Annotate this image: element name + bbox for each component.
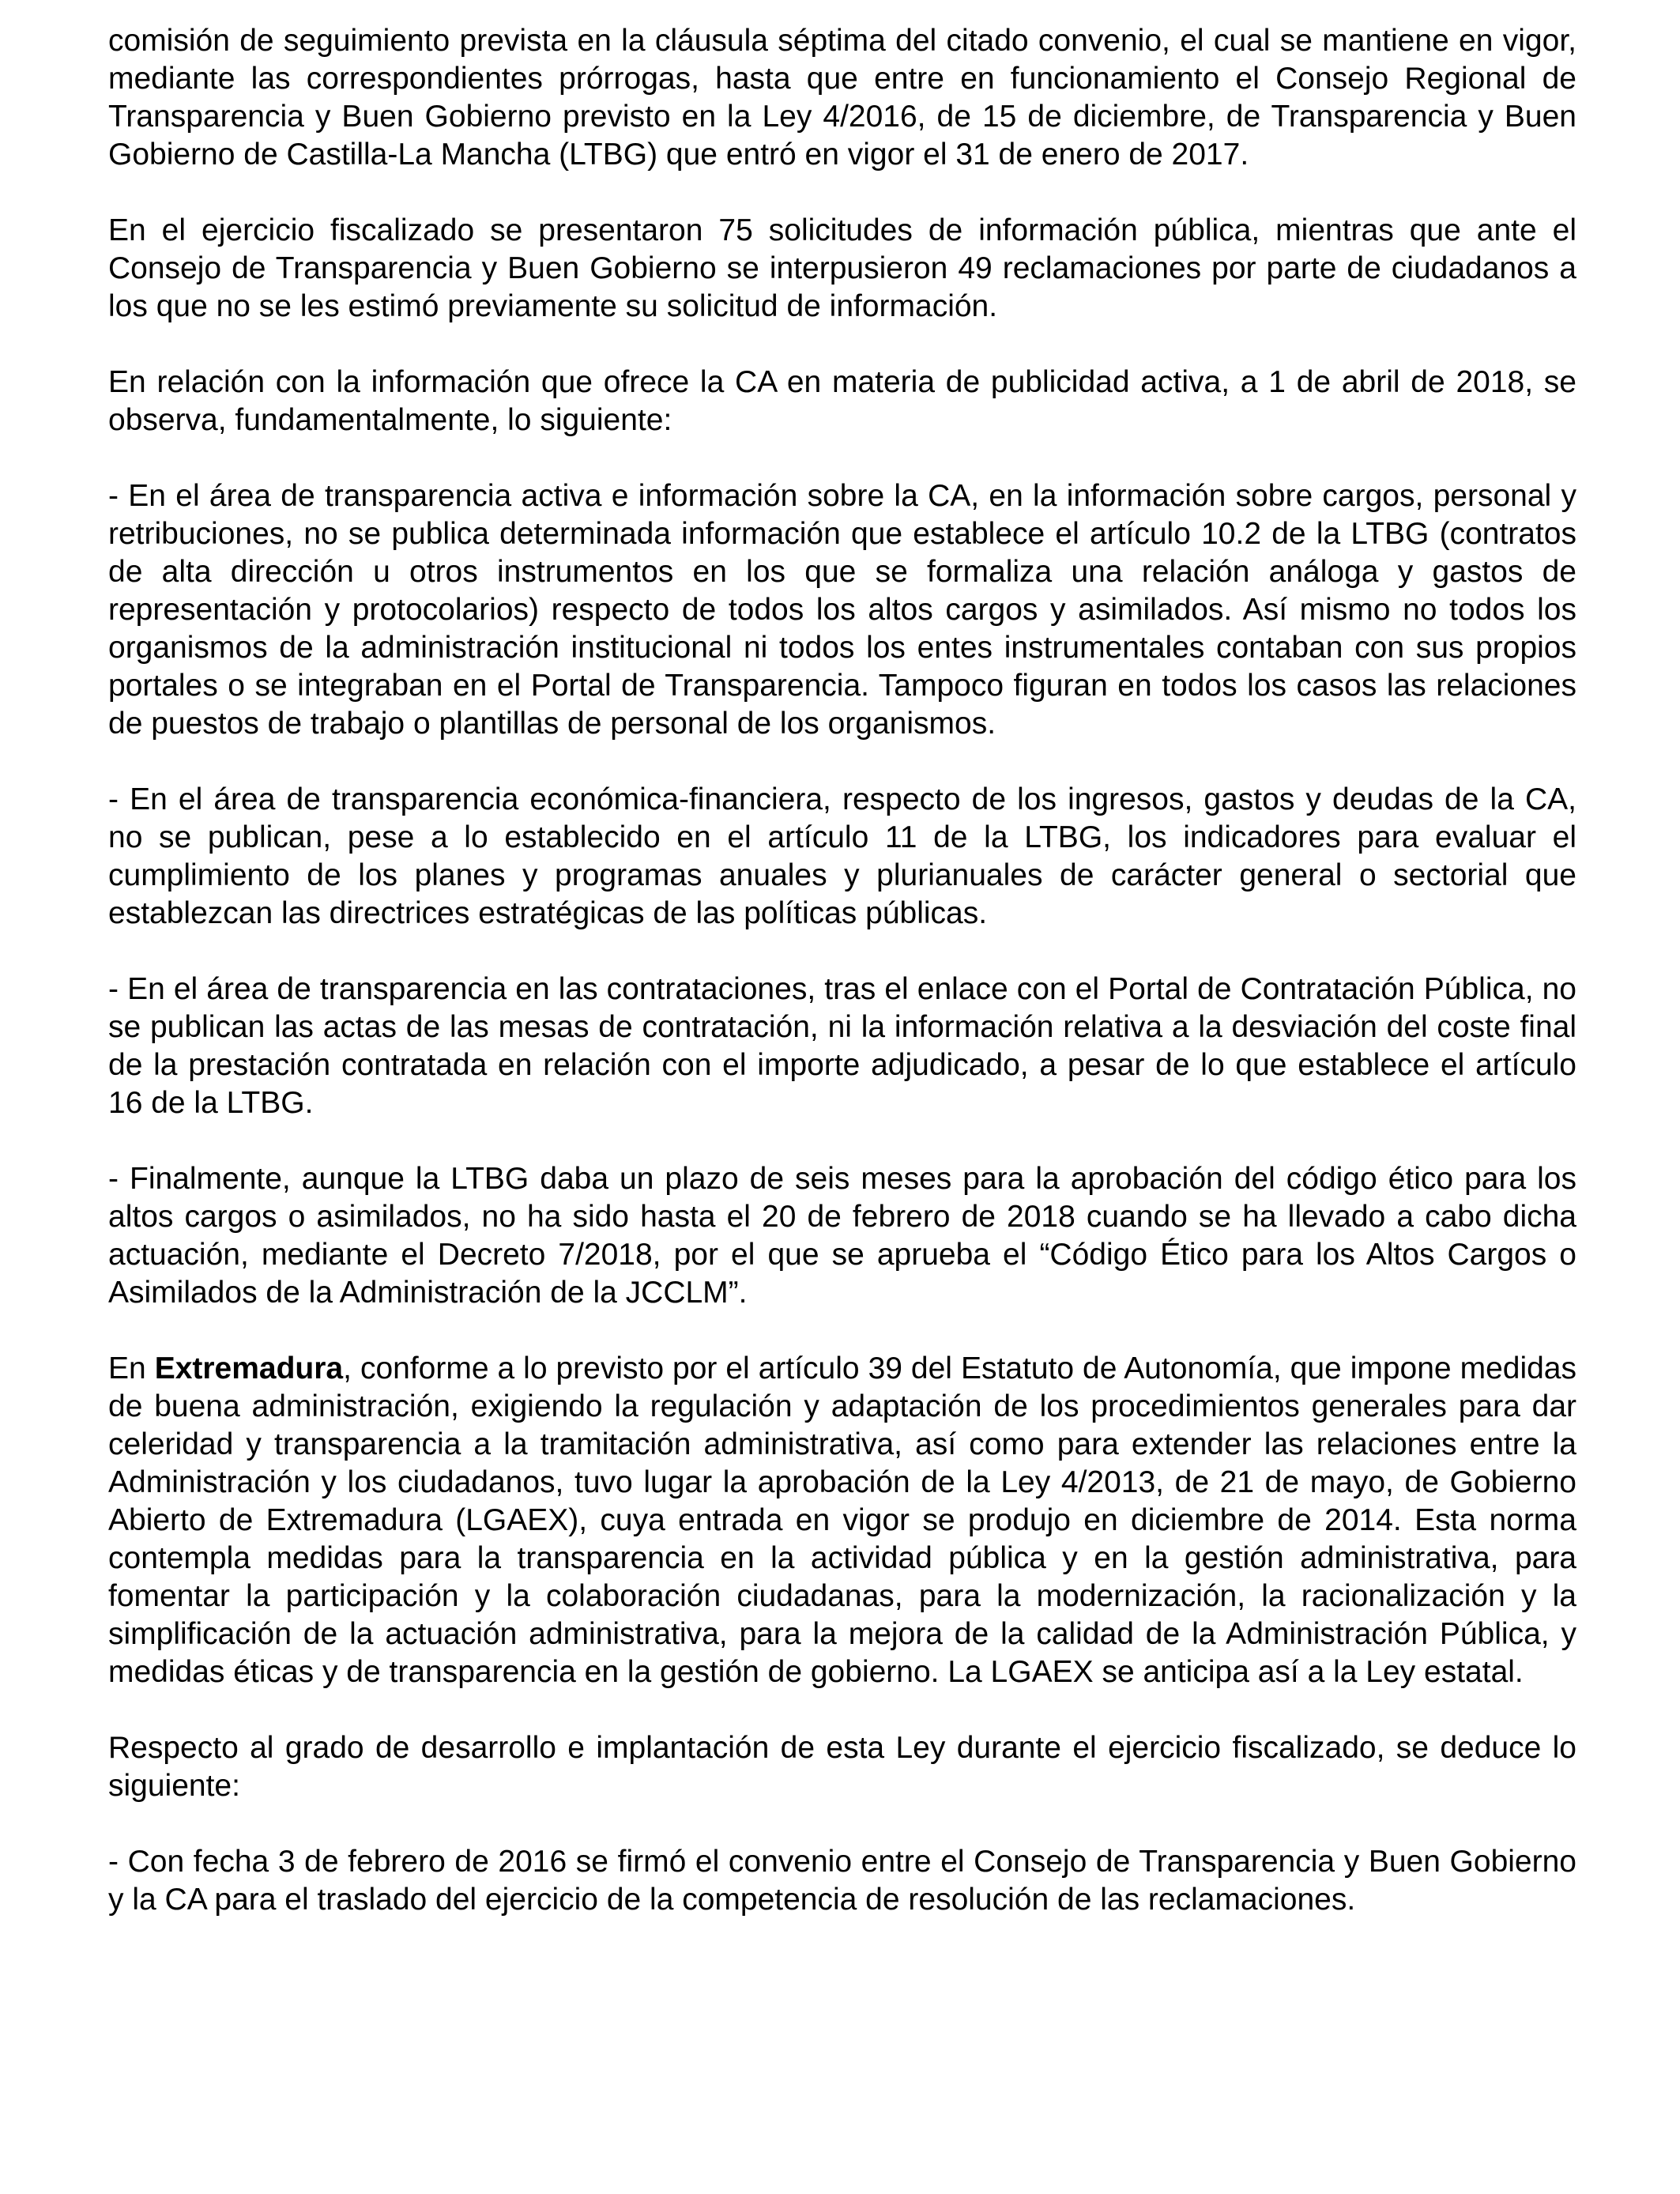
paragraph-publicidad-activa: En relación con la información que ofrece la CA en materia de publicidad activa, a 1 de abril de 2018, se observa, fundamentalmente, lo siguiente: [108,365,1576,437]
paragraph-extremadura-prefix: En [108,1351,155,1385]
paragraph-comision-seguimiento: comisión de seguimiento prevista en la cláusula séptima del citado convenio, el cual se mantiene en vigor, mediante las correspondientes prórrogas, hasta que entre en funcionamiento el Consejo Regional de Transparencia y Buen Gobierno previsto en la Ley 4/2016, de 15 de diciembre, de Transparencia y Buen Gobierno de Castilla-La Mancha (LTBG) que entró en vigor el 31 de enero de 2017. [108,24,1576,172]
paragraph-economica-financiera: - En el área de transparencia económica-financiera, respecto de los ingresos, gastos y deudas de la CA, no se publican, pese a lo establecido en el artículo 11 de la LTBG, los indicadores para evaluar el cumplimiento de los planes y programas anuales y plurianuales de carácter general o sectorial que establezcan las directrices estratégicas de las políticas públicas. [108,782,1576,930]
paragraph-extremadura [108,1350,1576,1691]
paragraph-transparencia-activa: - En el área de transparencia activa e información sobre la CA, en la información sobre cargos, personal y retribuciones, no se publica determinada información que establece el artículo 10.2 de la LTBG (contratos de alta dirección u otros instrumentos en los que se formaliza una relación análoga y gastos de representación y protocolarios) respecto de todos los altos cargos y asimilados. Así mismo no todos los organismos de la administración institucional ni todos los entes instrumentales contaban con sus propios portales o se integraban en el Portal de Transparencia. Tampoco figuran en todos los casos las relaciones de puestos de trabajo o plantillas de personal de los organismos. [108,479,1576,741]
paragraph-codigo-etico: - Finalmente, aunque la LTBG daba un plazo de seis meses para la aprobación del código ético para los altos cargos o asimilados, no ha sido hasta el 20 de febrero de 2018 cuando se ha llevado a cabo dicha actuación, mediante el Decreto 7/2018, por el que se aprueba el “Código Ético para los Altos Cargos o Asimilados de la Administración de la JCCLM”. [108,1162,1576,1310]
paragraph-convenio-2016: - Con fecha 3 de febrero de 2016 se firmó el convenio entre el Consejo de Transparencia y Buen Gobierno y la CA para el traslado del ejercicio de la competencia de resolución de las reclamaciones. [108,1845,1576,1917]
paragraph-contrataciones: - En el área de transparencia en las contrataciones, tras el enlace con el Portal de Contratación Pública, no se publican las actas de las mesas de contratación, ni la información relativa a la desviación del coste final de la prestación contratada en relación con el importe adjudicado, a pesar de lo que establece el artículo 16 de la LTBG. [108,972,1576,1120]
region-name-extremadura: Extremadura [154,1351,344,1385]
paragraph-solicitudes: En el ejercicio fiscalizado se presentaron 75 solicitudes de información pública, mientras que ante el Consejo de Transparencia y Buen Gobierno se interpusieron 49 reclamaciones por parte de ciudadanos a los que no se les estimó previamente su solicitud de información. [108,213,1576,323]
document-page [108,22,1576,1919]
paragraph-extremadura-body: , conforme a lo previsto por el artículo 39 del Estatuto de Autonomía, que impone medidas de buena administración, exigiendo la regulación y adaptación de los procedimientos generales para dar celeridad y transparencia a la tramitación administrativa, así como para extender las relaciones entre la Administración y los ciudadanos, tuvo lugar la aprobación de la Ley 4/2013, de 21 de mayo, de Gobierno Abierto de Extremadura (LGAEX), cuya entrada en vigor se produjo en diciembre de 2014. Esta norma contempla medidas para la transparencia en la actividad pública y en la gestión administrativa, para fomentar la participación y la colaboración ciudadanas, para la modernización, la racionalización y la simplificación de la actuación administrativa, para la mejora de la calidad de la Administración Pública, y medidas éticas y de transparencia en la gestión de gobierno. La LGAEX se anticipa así a la Ley estatal. [108,1351,1576,1689]
paragraph-grado-desarrollo: Respecto al grado de desarrollo e implantación de esta Ley durante el ejercicio fiscalizado, se deduce lo siguiente: [108,1731,1576,1803]
